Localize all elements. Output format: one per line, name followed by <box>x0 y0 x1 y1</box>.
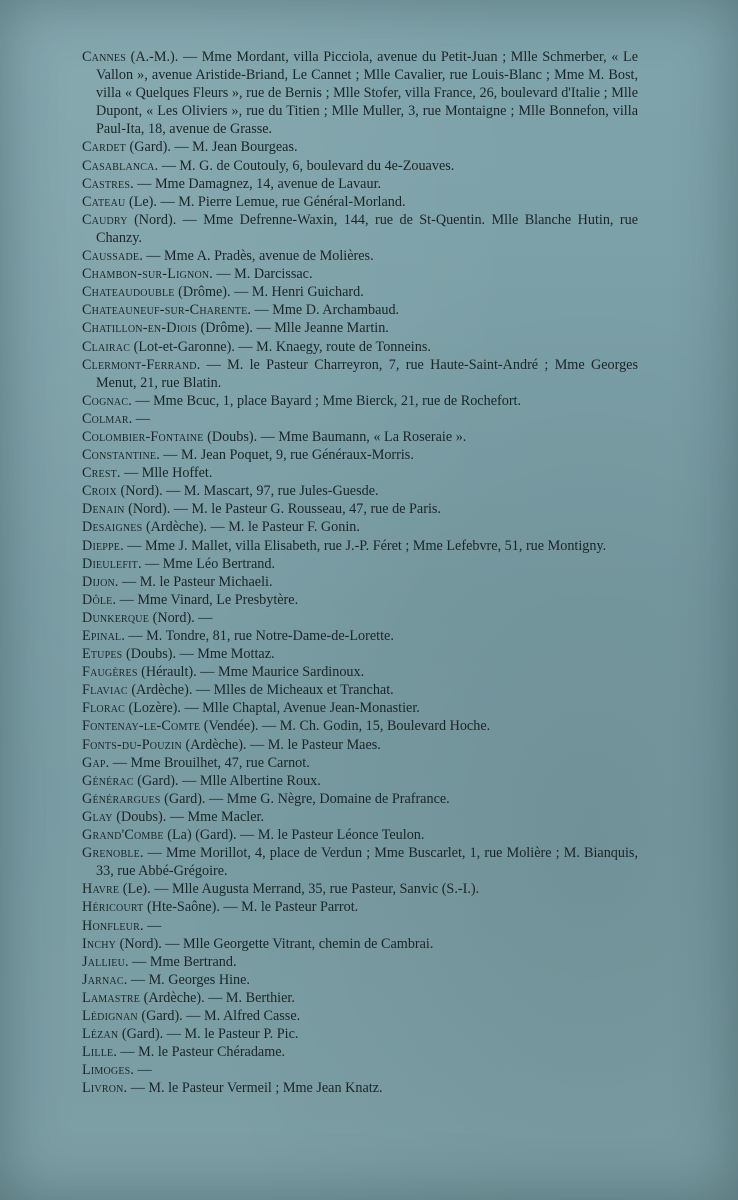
entry-details: . — M. le Pasteur Charreyron, 7, rue Haute-Saint-André ; Mme Georges Menut, 21, rue Blatin. <box>96 356 638 391</box>
entry-details: (Gard). — M. Alfred Casse. <box>137 1007 301 1024</box>
place-name: Faugères <box>82 664 138 681</box>
place-name: Cognac <box>82 392 129 409</box>
directory-entry <box>82 193 638 211</box>
entry-details: (Lot-et-Garonne). — M. Knaegy, route de Tonneins. <box>130 338 431 355</box>
directory-entry <box>82 754 638 772</box>
entry-details: . — Mme Bertrand. <box>125 953 237 970</box>
directory-entry <box>82 1025 638 1043</box>
directory-entry <box>82 283 638 301</box>
entry-details: . — Mme Vinard, Le Presbytère. <box>112 591 299 608</box>
directory-entry <box>82 645 638 663</box>
place-name: Lamastre <box>82 989 141 1006</box>
entry-details: (Nord). — M. le Pasteur G. Rousseau, 47, rue de Paris. <box>124 501 441 518</box>
entry-details: . — M. Georges Hine. <box>123 971 250 988</box>
place-name: Gap <box>82 754 106 771</box>
directory-entry <box>82 1061 638 1079</box>
place-name: Flaviac <box>82 682 128 699</box>
entry-details: (Le). — Mlle Augusta Merrand, 35, rue Pasteur, Sanvic (S.-I.). <box>119 881 480 898</box>
entry-details: . — Mme Léo Bertrand. <box>137 555 276 572</box>
entry-details: (Le). — M. Pierre Lemue, rue Général-Morland. <box>125 193 406 210</box>
directory-entry <box>82 627 638 645</box>
entry-details: . — M. le Pasteur Michaeli. <box>114 573 273 590</box>
entry-details: (Ardèche). — Mlles de Micheaux et Tranchat. <box>127 682 394 699</box>
place-name: Epinal <box>82 628 122 644</box>
place-name: Grenoble <box>82 845 140 862</box>
place-name: Lédignan <box>82 1007 138 1024</box>
entry-details: . — Mme A. Pradès, avenue de Molières. <box>139 248 374 265</box>
entry-details: . — M. Darcissac. <box>209 266 313 283</box>
place-name: Cateau <box>82 193 126 210</box>
place-name: Crest <box>82 465 117 482</box>
directory-entry <box>82 880 638 898</box>
directory-entry <box>82 772 638 790</box>
directory-entry <box>82 247 638 265</box>
place-name: Dieppe <box>82 537 121 554</box>
directory-entry <box>82 356 638 392</box>
directory-entry <box>82 319 638 337</box>
directory-entry <box>82 935 638 953</box>
place-name: Dijon <box>82 573 115 590</box>
entry-details: (Hte-Saône). — M. le Pasteur Parrot. <box>143 899 359 916</box>
entry-details: . — M. G. de Coutouly, 6, boulevard du 4e-Zouaves. <box>154 157 455 174</box>
directory-entry <box>82 48 638 138</box>
entry-details: (Gard). — M. Jean Bourgeas. <box>126 139 298 156</box>
directory-entry <box>82 1007 638 1025</box>
place-name: Lézan <box>82 1026 119 1043</box>
place-name: Clairac <box>82 338 131 355</box>
place-name: Constantine <box>82 447 157 464</box>
directory-entry <box>82 826 638 844</box>
directory-entry <box>82 953 638 971</box>
place-name: Caussade <box>82 248 140 265</box>
place-name: Fonts-du-Pouzin <box>82 736 182 753</box>
directory-entry <box>82 898 638 916</box>
entry-details: (Doubs). — Mme Baumann, « La Roseraie ». <box>203 428 467 445</box>
place-name: Jallieu <box>82 953 126 970</box>
directory-entry <box>82 591 638 609</box>
directory-entry <box>82 265 638 283</box>
entry-details: (Gard). — Mme G. Nègre, Domaine de Prafrance. <box>160 790 450 807</box>
place-name: Chambon-sur-Lignon <box>82 266 210 283</box>
place-name: Colombier-Fontaine <box>82 428 204 445</box>
entry-details: . — Mme J. Mallet, villa Elisabeth, rue J.-P. Féret ; Mme Lefebvre, 51, rue Montigny. <box>120 537 607 554</box>
place-name: Castres <box>82 175 131 192</box>
place-name: Fontenay-le-Comte <box>82 718 201 735</box>
entry-details: . — Mme Damagnez, 14, avenue de Lavaur. <box>130 175 382 192</box>
entry-details: (Vendée). — M. Ch. Godin, 15, Boulevard Hoche. <box>200 718 491 735</box>
entry-details: (Ardèche). — M. Berthier. <box>140 989 295 1006</box>
entry-details: (Drôme). — Mlle Jeanne Martin. <box>196 320 389 337</box>
directory-entry <box>82 392 638 410</box>
entry-details: . — M. Tondre, 81, rue Notre-Dame-de-Lorette. <box>121 628 394 644</box>
directory-entry <box>82 808 638 826</box>
directory-entry <box>82 699 638 717</box>
place-name: Caudry <box>82 211 128 228</box>
place-name: Générac <box>82 772 134 789</box>
directory-entry <box>82 917 638 935</box>
entry-details: . — <box>130 1062 152 1079</box>
place-name: Dieulefit <box>82 555 138 572</box>
directory-entry <box>82 518 638 536</box>
place-name: Dôle <box>82 591 113 608</box>
entry-details: (Ardèche). — M. le Pasteur F. Gonin. <box>142 519 360 536</box>
entry-details: (Gard). — Mlle Albertine Roux. <box>133 772 321 789</box>
entry-details: . — Mme Brouilhet, 47, rue Carnot. <box>105 754 310 771</box>
directory-entry <box>82 338 638 356</box>
entry-details: . — <box>128 410 151 427</box>
entry-details: (Nord). — Mme Defrenne-Waxin, 144, rue de St-Quentin. Mlle Blanche Hutin, rue Chanzy. <box>96 211 638 246</box>
place-name: Jarnac <box>82 971 124 988</box>
place-name: Chatillon-en-Diois <box>82 320 197 337</box>
entry-details: (Doubs). — Mme Macler. <box>112 808 264 825</box>
entry-details: . — M. Jean Poquet, 9, rue Généraux-Morris. <box>156 447 414 464</box>
entry-details: (Ardèche). — M. le Pasteur Maes. <box>181 736 381 753</box>
place-name: Casablanca <box>82 157 155 174</box>
entry-details: . — Mme Bcuc, 1, place Bayard ; Mme Bierck, 21, rue de Rochefort. <box>128 392 522 409</box>
directory-entry <box>82 736 638 754</box>
entry-details: . — Mlle Hoffet. <box>116 465 213 482</box>
directory-entry <box>82 717 638 735</box>
directory-entry <box>82 138 638 156</box>
directory-entry <box>82 428 638 446</box>
place-name: Etupes <box>82 646 123 663</box>
place-name: Limoges <box>82 1062 131 1079</box>
entry-details: (Doubs). — Mme Mottaz. <box>122 646 275 663</box>
directory-entry <box>82 157 638 175</box>
directory-entry <box>82 663 638 681</box>
place-name: Havre <box>82 881 120 898</box>
directory-entry <box>82 609 638 627</box>
entry-details: (Nord). — <box>149 609 213 626</box>
place-name: Croix <box>82 483 117 500</box>
directory-entry <box>82 790 638 808</box>
entry-details: (Lozère). — Mlle Chaptal, Avenue Jean-Monastier. <box>124 700 420 717</box>
directory-entry <box>82 464 638 482</box>
place-name: Grand'Combe <box>82 827 164 844</box>
directory-entry <box>82 301 638 319</box>
place-name: Inchy <box>82 935 117 952</box>
directory-entry <box>82 1043 638 1061</box>
entry-details: . — Mme D. Archambaud. <box>247 302 400 319</box>
directory-entry <box>82 211 638 247</box>
entry-details: (Hérault). — Mme Maurice Sardinoux. <box>137 664 365 681</box>
entries-list <box>82 48 638 1097</box>
directory-entry <box>82 573 638 591</box>
directory-entry <box>82 482 638 500</box>
directory-entry <box>82 555 638 573</box>
directory-entry <box>82 1079 638 1097</box>
place-name: Cardet <box>82 139 126 156</box>
place-name: Héricourt <box>82 899 144 916</box>
place-name: Dunkerque <box>82 609 150 626</box>
place-name: Denain <box>82 501 125 518</box>
directory-entry <box>82 681 638 699</box>
directory-entry <box>82 971 638 989</box>
directory-entry <box>82 500 638 518</box>
place-name: Colmar <box>82 410 129 427</box>
place-name: Clermont-Ferrand <box>82 356 197 373</box>
place-name: Florac <box>82 700 125 717</box>
directory-entry <box>82 844 638 880</box>
place-name: Chateaudouble <box>82 284 175 301</box>
entry-details: (Gard). — M. le Pasteur P. Pic. <box>118 1026 299 1043</box>
place-name: Cannes <box>82 49 126 65</box>
entry-details: . — M. le Pasteur Vermeil ; Mme Jean Knatz. <box>123 1080 383 1097</box>
entry-details: (Nord). — Mlle Georgette Vitrant, chemin de Cambrai. <box>116 935 434 952</box>
directory-entry <box>82 410 638 428</box>
place-name: Générargues <box>82 790 161 807</box>
place-name: Desaignes <box>82 519 143 536</box>
entry-details: (A.-M.). — Mme Mordant, villa Picciola, avenue du Petit-Juan ; Mlle Schmerber, « Le Vallon », avenue Aristide-Briand, Le Cannet ; Mlle Cavalier, rue Louis-Blanc ; Mme M. Bost, villa « Quelques Fleurs », rue de Bernis ; Mlle Stofer, villa France, 26, boulevard d'Italie ; Mlle Dupont, « Les Oliviers », rue du Titien ; Mlle Muller, 3, rue Montaigne ; Mlle Bonnefon, villa Paul-Ita, 18, avenue de Grasse. <box>96 49 638 138</box>
directory-entry <box>82 989 638 1007</box>
directory-entry <box>82 537 638 555</box>
place-name: Chateauneuf-sur-Charente <box>82 302 248 319</box>
place-name: Livron <box>82 1080 124 1097</box>
place-name: Glay <box>82 808 113 825</box>
entry-details: . — <box>139 917 162 934</box>
directory-entry <box>82 446 638 464</box>
entry-details: . — M. le Pasteur Chéradame. <box>113 1044 286 1061</box>
directory-entry <box>82 175 638 193</box>
entry-details: (Drôme). — M. Henri Guichard. <box>174 284 364 301</box>
entry-details: . — Mme Morillot, 4, place de Verdun ; Mme Buscarlet, 1, rue Molière ; M. Bianquis, 33, rue Abbé-Grégoire. <box>96 845 638 880</box>
place-name: Lille <box>82 1044 114 1061</box>
entry-details: (La) (Gard). — M. le Pasteur Léonce Teulon. <box>163 827 425 844</box>
place-name: Honfleur <box>82 917 140 934</box>
entry-details: (Nord). — M. Mascart, 97, rue Jules-Guesde. <box>116 483 379 500</box>
